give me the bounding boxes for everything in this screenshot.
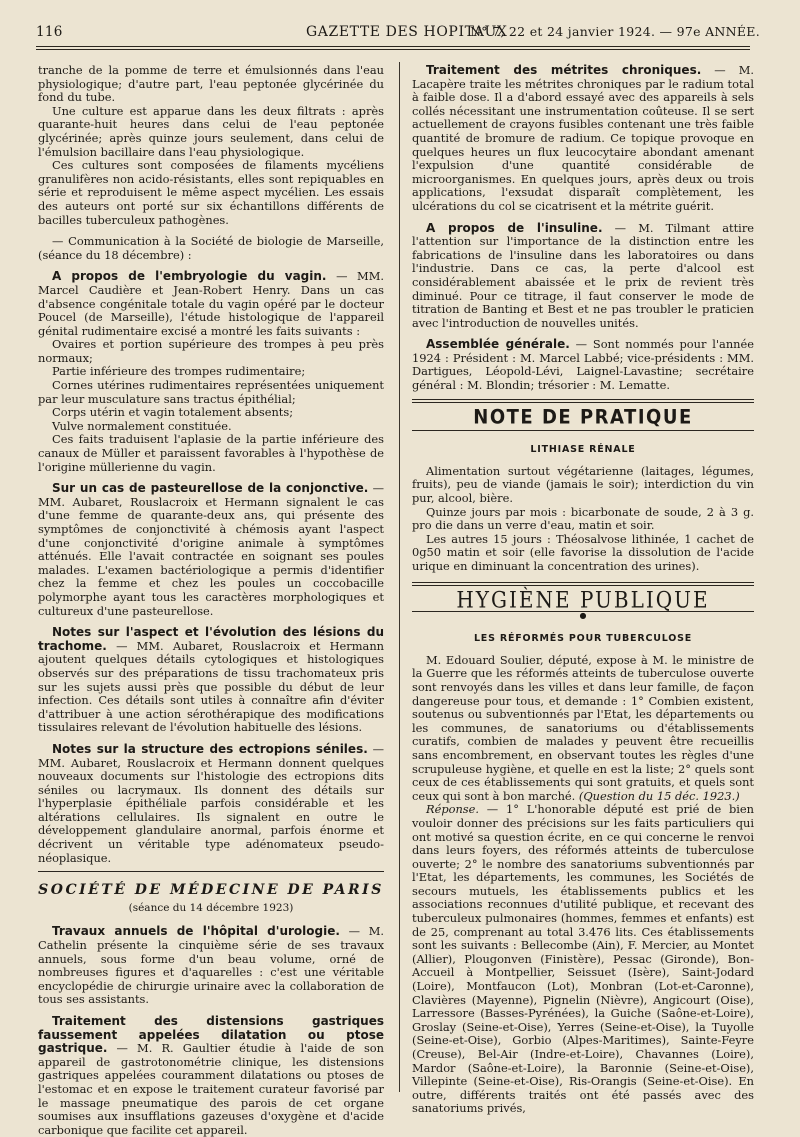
article-heading: Sur un cas de pasteurellose de la conjonctive.	[52, 481, 369, 496]
header-rule-2	[36, 49, 750, 50]
article-metrites	[412, 64, 754, 214]
section-rule	[38, 871, 384, 872]
article-text: — Sont nommés pour l'année 1924 : Président : M. Marcel Labbé; vice-présidents : MM. Dartigues, Léopold-Lévi, Laignel-Lavastine; secrétaire général : M. Blondin; trésorier : M. Lematte.	[412, 337, 754, 393]
section-rule	[412, 582, 754, 583]
answer-text: — 1° L'honorable député est prié de bien vouloir donner des précisions sur les faits particuliers qui ont motivé sa question écrite, en ce qui concerne le renvoi dans leurs foyers, des réformés atteints de tuberculose ouverte; 2° le nombre des sanatoriums subventionnés par l'Etat, les départements, les communes, les Sociétés de secours mutuels, les établissements publics et les associations reconnues d'utilité publique, et recevant des tuberculeux pulmonaires (hommes, femmes et enfants) est de 25, comprenant au total 3.476 lits. Ces établissements sont les suivants : Bellecombe (Ain), F. Mercier, au Montet (Allier), Plougonven (Finistère), Pessac (Gironde), Bon-Accueil à Montpellier, Seissuet (Isère), Saint-Jodard (Loire), Montfaucon (Lot), Monbran (Lot-et-Caronne), Clavières (Mayenne), Pignelin (Nièvre), Angicourt (Oise), Larressore (Basses-Pyrénées), la Guiche (Saône-et-Loire), Groslay (Seine-et-Oise), Yerres (Seine-et-Oise), la Tuyolle (Seine-et-Oise), Gorbio (Alpes-Maritimes), Sainte-Feyre (Creuse), Bel-Air (Indre-et-Loire), Chavannes (Loire), Mardor (Saône-et-Loire), la Baronnie (Seine-et-Oise), Villepinte (Seine-et-Oise), Ris-Orangis (Seine-et-Oise). En outre, différents traités ont été passés avec des sanatoriums privés,	[412, 802, 754, 1116]
article-heading: Notes sur la structure des ectropions séniles.	[52, 741, 368, 756]
article-heading: Notes sur l'aspect et l'évolution des lésions du trachome.	[38, 625, 384, 653]
article-heading: Traitement des distensions gastriques faussement appelées dilatation ou ptose gastrique.	[38, 1014, 384, 1056]
article-insuline	[412, 222, 754, 331]
list-item: Vulve normalement constituée.	[52, 418, 232, 433]
article-urologie	[38, 925, 384, 1007]
article-text: — MM. Aubaret, Rouslacroix et Hermann donnent quelques nouveaux documents sur l'histologie des ectropions dits séniles ou lacrymaux. Ils donnent des détails sur l'hyperplasie épithéliale parfois considérable et les altérations cellulaires. Ils signalent en outre le développement glandulaire anormal, parfois énorme et décrivent un véritable type adénomateux pseudo-néoplasique.	[38, 741, 384, 865]
subsection-heading: LITHIASE RÉNALE	[530, 444, 636, 456]
answer-paragraph	[412, 803, 754, 1116]
header-rule	[36, 46, 750, 47]
article-ectropions	[38, 743, 384, 865]
paragraph: Les autres 15 jours : Théosalvose lithinée, 1 cachet de 0g50 matin et soir (elle favorise la dissolution de l'acide urique en diminuant la concentration des urines).	[412, 531, 754, 573]
paragraph: Quinze jours par mois : bicarbonate de soude, 2 à 3 g. pro die dans un verre d'eau, matin et soir.	[412, 504, 754, 533]
ornament-dot: ●	[579, 611, 587, 621]
list-item: Ovaires et portion supérieure des trompes à peu près normaux;	[38, 337, 384, 365]
section-title: SOCIÉTÉ DE MÉDECINE DE PARIS	[38, 882, 384, 899]
article-heading: A propos de l'insuline.	[426, 220, 603, 235]
article-assemblee	[412, 338, 754, 392]
journal-title: GAZETTE DES HOPITAUX	[306, 24, 508, 40]
answer-label: Réponse.	[426, 802, 480, 817]
article-text: — MM. Aubaret, Rouslacroix et Hermann signalent le cas d'une femme de quarante-deux ans, qui présente des symptômes de conjonctivité à chémosis ayant l'aspect d'une conjonctivité d'origine animale à symptômes atténués. Elle l'avait contractée en soignant ses poules malades. L'examen bactériologique a permis d'identifier chez la femme et chez les poules un coccobacille polymorphe ayant tous les caractères morphologiques et cultureux d'une pasteurellose.	[38, 481, 385, 618]
article-heading: A propos de l'embryologie du vagin.	[52, 269, 327, 284]
article-text: — M. Lacapère traite les métrites chroniques par le radium total à faible dose. Il a d'abord essayé avec des appareils à sels collés nécessitant une instrumentation coûteuse. Il se sert actuellement de crayons fusibles contenant une très faible quantité de bromure de radium. Ce topique provoque en quelques heures un flux leucocytaire abondant amenant l'expulsion d'une quantité considérable de microorganismes. En quelques jours, après deux ou trois applications, l'exsudat disparaît complètement, les ulcérations du col se cicatrisent et la métrite guérit.	[412, 63, 754, 213]
article-heading: Assemblée générale.	[426, 337, 570, 352]
list-item: Cornes utérines rudimentaires représentées uniquement par leur musculature sans tractus épithélial;	[38, 378, 384, 406]
article-text: — MM. Aubaret, Rouslacroix et Hermann ajoutent quelques détails cytologiques et histologiques observés sur des préparations de tissu trachomateux pris sur les sujets aussi près que possible du début de leur infection. Ces détails sont utiles à connaître afin d'éviter d'attribuer à une action sérothérapique des modifications tissulaires relevant de l'évolution habituelle des lésions.	[38, 638, 384, 735]
session-subtitle: (séance du 14 décembre 1923)	[128, 901, 294, 914]
article-heading: Traitement des métrites chroniques.	[426, 63, 702, 77]
running-header	[36, 22, 760, 44]
subsection-heading: LES RÉFORMÉS POUR TUBERCULOSE	[473, 633, 693, 645]
article-conjonctive	[38, 482, 384, 618]
paragraph: Une culture est apparue dans les deux filtrats : après quarante-huit heures dans celui de l'eau peptonée glycérinée; après quinze jours seulement, dans celui de l'émulsion bacillaire dans l'eau physiologique.	[38, 103, 384, 159]
article-text: — M. Tilmant attire l'attention sur l'importance de la distinction entre les fabrications de l'insuline dans les laboratoires ou dans l'industrie. Dans ce cas, la perte d'alcool est considérablement abaissée et le prix de revient très diminué. Pour ce titrage, il faut conserver le mode de titration de Banting et Best et ne pas troubler le praticien avec l'introduction de nouvelles unités.	[412, 220, 755, 330]
article-distensions	[38, 1015, 384, 1137]
paragraph: Ces faits traduisent l'aplasie de la partie inférieure des canaux de Müller et paraissent favorables à l'hypothèse de l'origine müllerienne du vagin.	[38, 432, 384, 474]
section-rule	[412, 399, 754, 400]
section-rule	[412, 585, 754, 586]
paragraph: Alimentation surtout végétarienne (laitages, légumes, fruits), peu de viande (jamais le soir); interdiction du vin pur, alcool, bière.	[412, 463, 754, 506]
section-title: HYGIÈNE PUBLIQUE	[456, 586, 710, 613]
paragraph: Ces cultures sont composées de filaments mycéliens granulifères non acido-résistants, elles sont repiquables en série et reproduisent le même aspect mycélien. Les essais des auteurs ont porté sur six échantillons différents de bacilles tuberculeux pathogènes.	[38, 158, 384, 227]
section-rule	[412, 430, 754, 431]
article-text: — M. Cathelin présente la cinquième série de ses travaux annuels, sous forme d'un beau volume, orné de nombreuses figures et d'aquarelles : c'est une véritable encyclopédie de chirurgie urinaire avec la collaboration de tous ses assistants.	[38, 924, 384, 1007]
page-number: 116	[36, 24, 63, 40]
paragraph: — Communication à la Société de biologie de Marseille, (séance du 18 décembre) :	[38, 234, 384, 262]
list-item: Partie inférieure des trompes rudimentaire;	[52, 364, 306, 379]
section-title: NOTE DE PRATIQUE	[473, 405, 693, 429]
question-paragraph	[412, 654, 754, 804]
section-rule	[412, 402, 754, 403]
paragraph: tranche de la pomme de terre et émulsionnés dans l'eau physiologique; d'autre part, l'eau peptonée glycérinée du fond du tube.	[38, 63, 384, 105]
right-column	[412, 64, 754, 1116]
article-text: — M. R. Gaultier étudie à l'aide de son appareil de gastrotonométrie clinique, les distensions gastriques appelées couramment dilatations ou ptoses de l'estomac et en expose le traitement curateur favorisé par le massage pneumatique des parois de cet organe soumises aux insufflations gazeuses d'oxygène et d'acide carbonique que facilite cet appareil.	[38, 1041, 384, 1137]
list-item: Corps utérin et vagin totalement absents;	[52, 405, 294, 420]
article-text: — MM. Marcel Caudière et Jean-Robert Henry. Dans un cas d'absence congénitale totale du vagin opéré par le docteur Poucel (de Marseille), l'étude histologique de l'appareil génital rudimentaire excisé a montré les faits suivants :	[38, 269, 384, 338]
article-trachome	[38, 626, 384, 735]
left-column	[38, 64, 384, 1137]
issue-info: N° 7, 22 et 24 janvier 1924. — 97e ANNÉE.	[470, 24, 760, 39]
question-source: (Question du 15 déc. 1923.)	[578, 788, 740, 803]
article-heading: Travaux annuels de l'hôpital d'urologie.	[52, 924, 340, 939]
column-divider	[399, 62, 400, 1092]
question-text: M. Edouard Soulier, député, expose à M. le ministre de la Guerre que les réformés atteints de tuberculose ouverte sont renvoyés dans les villes et dans leur famille, de façon dangereuse pour tous, et demande : 1° Combien existent, soutenus ou subventionnés par l'Etat, les départements ou les communes, de sanatoriums ou d'établissements curatifs, combien de malades y peuvent être recueillis sans encombrement, en observant toutes les règles d'une scrupuleuse hygiène, et quelle en est la liste; 2° quels sont ceux de ces établissements qui sont gratuits, et quels sont ceux qui sont à bon marché.	[412, 652, 754, 803]
article-embryologie	[38, 270, 384, 338]
